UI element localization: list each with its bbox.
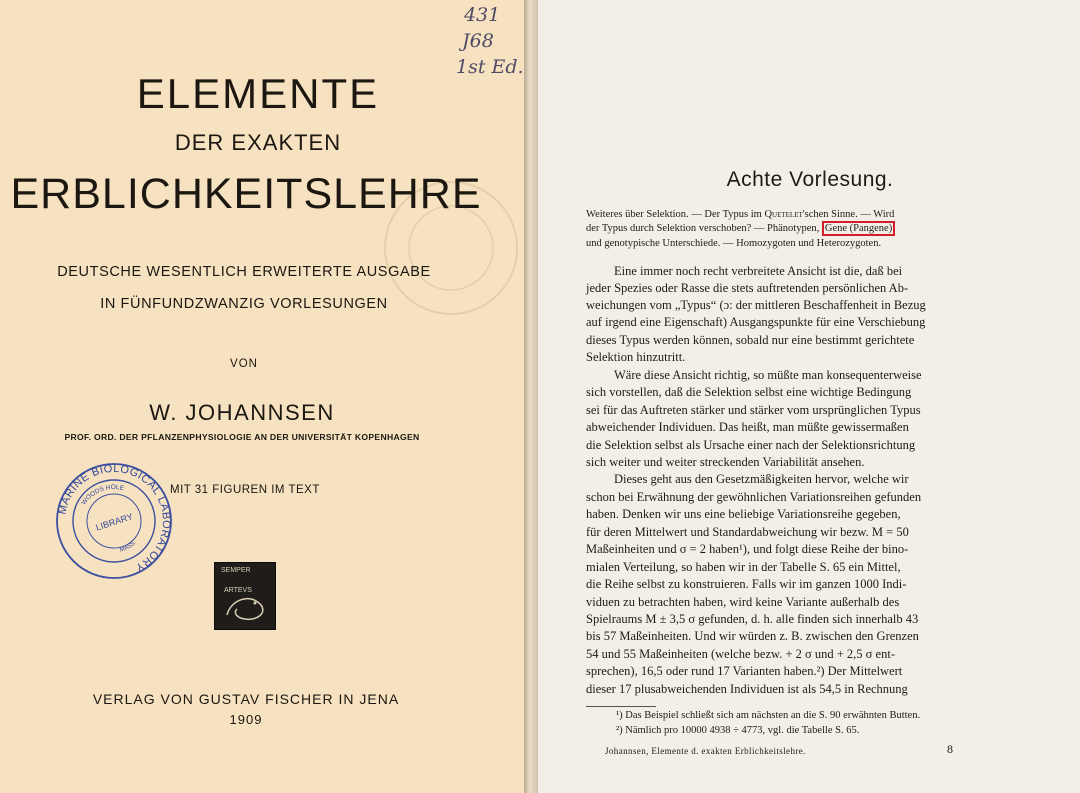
body-line: Eine immer noch recht verbreitete Ansicht ist die, daß bei	[614, 264, 903, 278]
publisher-line: VERLAG VON GUSTAV FISCHER IN JENA	[92, 691, 400, 707]
page-number: 8	[947, 742, 953, 756]
footnote-1: ¹) Das Beispiel schließt sich am nächsten an die S. 90 erwähnten Butten.	[616, 710, 921, 721]
body-line: abweichender Individuen. Das heißt, man müßte gewissermaßen	[586, 420, 909, 434]
body-line: bis 57 Maßeinheiten. Und wir würden z. B. zwischen den Grenzen	[586, 629, 919, 643]
book-gutter	[524, 0, 538, 793]
body-line: die Reihe selbst zu konstruieren. Falls wir im ganzen 1000 Indi-	[586, 577, 907, 591]
body-line: Wäre diese Ansicht richtig, so müßte man konsequenterweise	[614, 368, 922, 382]
title-page	[0, 0, 524, 793]
title-line-1: ELEMENTE	[136, 70, 380, 117]
svg-text:MASS.: MASS.	[119, 539, 138, 554]
body-line: dieser 17 plusabweichenden Individuen ist als 54,5 in Rechnung	[586, 682, 908, 696]
body-line: die Selektion selbst als Ursache einer nach der Selektionsrichtung	[586, 438, 916, 452]
body-line: sich vorstellen, daß die Selektion selbst eine wichtige Bedingung	[586, 385, 912, 399]
body-line: jeder Spezies oder Rasse die stets auftretenden persönlichen Ab-	[586, 281, 909, 295]
subtitle-line-2: IN FÜNFUNDZWANZIG VORLESUNGEN	[100, 296, 388, 312]
footnote-2: ²) Nämlich pro 10000 4938 ÷ 4773, vgl. die Tabelle S. 65.	[616, 725, 860, 736]
body-line: sprechen), 16,5 oder rund 17 Varianten haben.²) Der Mittelwert	[586, 664, 903, 678]
body-line: 54 und 55 Maßeinheiten (welche bezw. + 2 σ und + 2,5 σ ent-	[586, 647, 895, 661]
body-line: dieses Typus werden können, sobald nur eine bestimmt gerichtete	[586, 333, 915, 347]
marine-biological-laboratory-stamp	[55, 462, 173, 580]
author-affiliation: PROF. ORD. DER PFLANZENPHYSIOLOGIE AN DER UNIVERSITÄT KOPENHAGEN	[64, 432, 420, 442]
body-line: sei für das Auftreten stärker und stärker vom ursprünglichen Typus	[586, 403, 921, 417]
svg-text:LIBRARY: LIBRARY	[94, 511, 135, 533]
body-line: Selektion hinzutritt.	[586, 350, 686, 364]
publisher-emblem: SEMPER ARTEVS	[214, 562, 276, 630]
svg-text:MARINE BIOLOGICAL LABORATORY: MARINE BIOLOGICAL LABORATORY	[56, 462, 173, 574]
author-name: W. JOHANNSEN	[149, 400, 335, 425]
figures-note: MIT 31 FIGUREN IM TEXT	[170, 484, 320, 496]
handwritten-call-number: 431	[464, 4, 501, 26]
von-label: VON	[230, 358, 258, 370]
subtitle-line-1: DEUTSCHE WESENTLICH ERWEITERTE AUSGABE	[57, 264, 431, 280]
body-line: viduen zu betrachten haben, wird keine Variante außerhalb des	[586, 595, 900, 609]
handwritten-call-code: J68	[462, 30, 494, 52]
body-line: sich weiter und weiter streckenden Variabilität ansehen.	[586, 455, 865, 469]
abstract-line: und genotypische Unterschiede. — Homozygoten und Heterozygoten.	[586, 238, 882, 249]
body-line: Maßeinheiten und σ = 2 haben¹), und folgt diese Reihe der bino-	[586, 542, 909, 556]
body-line: für deren Mittelwert und Standardabweichung wir bezw. M = 50	[586, 525, 909, 539]
handwritten-edition: 1st Ed.	[456, 56, 524, 78]
running-footer: Johannsen, Elemente d. exakten Erblichkeitslehre.	[605, 746, 806, 756]
title-line-2: DER EXAKTEN	[174, 130, 342, 155]
body-line: weichungen vom „Typus“ (ɔ: der mittleren Beschaffenheit in Bezug	[586, 298, 926, 312]
body-line: schon bei Erwähnung der gewöhnlichen Variationsreihen gefunden	[586, 490, 922, 504]
chapter-title: Achte Vorlesung.	[726, 168, 894, 191]
publication-year: 1909	[229, 712, 263, 727]
abstract-line: Weiteres über Selektion. — Der Typus im Quetelet'schen Sinne. — Wird	[586, 209, 895, 220]
body-line: Dieses geht aus den Gesetzmäßigkeiten hervor, welche wir	[614, 472, 909, 486]
body-line: mialen Verteilung, so haben wir in der Tabelle S. 65 ein Mittel,	[586, 560, 901, 574]
abstract-line: der Typus durch Selektion verschoben? — Phänotypen, Gene (Pangene)	[586, 221, 1008, 237]
body-line: haben. Denken wir uns eine beliebige Variationsreihe gegeben,	[586, 507, 901, 521]
body-line: auf irgend eine Eigenschaft) Ausgangspunkte für eine Verschiebung	[586, 315, 926, 329]
footnote-rule	[586, 706, 656, 707]
highlighted-gene-term[interactable]: Gene (Pangene)	[822, 221, 895, 236]
svg-text:WOODS HOLE: WOODS HOLE	[80, 483, 125, 507]
body-line: Spielraums M ± 3,5 σ gefunden, d. h. alle finden sich innerhalb 43	[586, 612, 919, 626]
title-line-3: ERBLICHKEITSLEHRE	[10, 170, 482, 218]
